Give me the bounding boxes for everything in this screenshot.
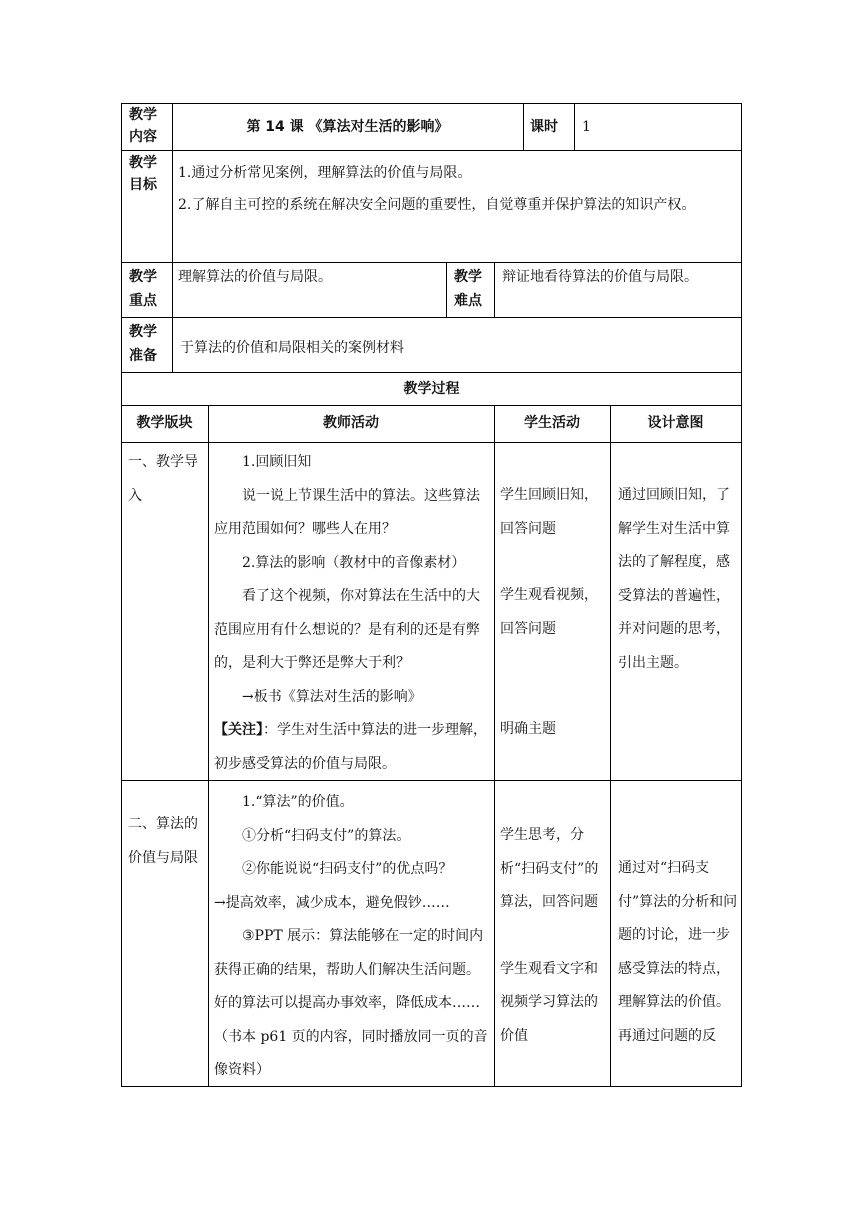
teacher-step: 说一说上节课生活中的算法。这些算法应用范围如何？哪些人在用？ [214,487,480,537]
student-step: 学生回顾旧知，回答问题 [500,487,598,537]
period-label: 课时 [530,119,558,135]
student-step: 学生观看文字和视频学习算法的价值 [500,960,598,1044]
teacher-step: ③PPT 展示：算法能够在一定的时间内获得正确的结果，帮助人们解决生活问题。好的算法可以提高办事效率，降低成本……（书本 p61 页的内容，同时播放同一页的音像资料） [214,928,488,1078]
teacher-step: 1.回顾旧知 [242,454,312,470]
period-value: 1 [582,119,591,135]
column-header-student: 学生活动 [524,415,580,431]
column-header-teacher: 教师活动 [323,415,379,431]
content-label: 教学内容 [129,107,157,145]
student-step: 学生观看视频，回答问题 [500,587,598,637]
teacher-step: ①分析“扫码支付”的算法。 [242,827,411,844]
intent-text: 再通过问题的反 [618,1027,716,1044]
difficulty-value: 辩证地看待算法的价值与局限。 [502,269,698,285]
lesson-title: 第 14 课 《算法对生活的影响》 [246,119,449,135]
student-step: 学生思考，分析“扫码支付”的算法，回答问题 [500,827,599,910]
intent-cell [618,852,738,1053]
column-header-section: 教学版块 [136,415,193,431]
teacher-activity-cell [214,786,490,1088]
goals-label: 教学目标 [129,155,157,193]
teacher-step: →板书《算法对生活的影响》 [242,688,422,705]
goal-item: 1.通过分析常见案例，理解算法的价值与局限。 [178,165,472,181]
teacher-step: ②你能说说“扫码支付”的优点吗？ [242,861,453,877]
key-points-value: 理解算法的价值与局限。 [178,269,332,285]
teacher-note [214,714,490,781]
teacher-step: 2.算法的影响（教材中的音像素材） [242,554,466,571]
teacher-note-label: 【关注】 [214,722,263,738]
teacher-activity-cell [214,446,490,781]
teacher-step: 看了这个视频，你对算法在生活中的大范围应用有什么想说的？是有利的还是有弊的，是利大于弊还是弊大于利？ [214,588,480,671]
difficulty-label: 教学难点 [454,269,482,309]
intent-text: 通过对“扫码支付”算法的分析和问题的讨论，进一步感受算法的特点，理解算法的价值。 [618,860,738,1010]
student-activity-cell [500,479,607,747]
section-cell: 二、算法的价值与局限 [128,816,198,866]
goals-list [178,157,738,221]
goal-item: 2.了解自主可控的系统在解决安全问题的重要性，自觉尊重并保护算法的知识产权。 [178,197,696,213]
teacher-note-text: ：学生对生活中算法的进一步理解，初步感受算法的价值与局限。 [214,722,487,772]
section-cell: 一、教学导入 [128,454,198,504]
intent-cell: 通过回顾旧知，了解学生对生活中算法的了解程度，感受算法的普遍性，并对问题的思考，引出主题。 [618,487,730,671]
column-header-intent: 设计意图 [647,415,704,431]
process-title: 教学过程 [403,381,460,397]
student-step: 明确主题 [500,721,556,737]
key-points-label: 教学重点 [129,269,157,309]
teacher-step: →提高效率，减少成本，避免假钞…… [214,894,450,911]
preparation-label: 教学准备 [129,324,157,364]
student-activity-cell [500,819,607,1053]
teacher-step: 1.“算法”的价值。 [242,794,354,810]
preparation-value: 于算法的价值和局限相关的案例材料 [180,340,404,356]
